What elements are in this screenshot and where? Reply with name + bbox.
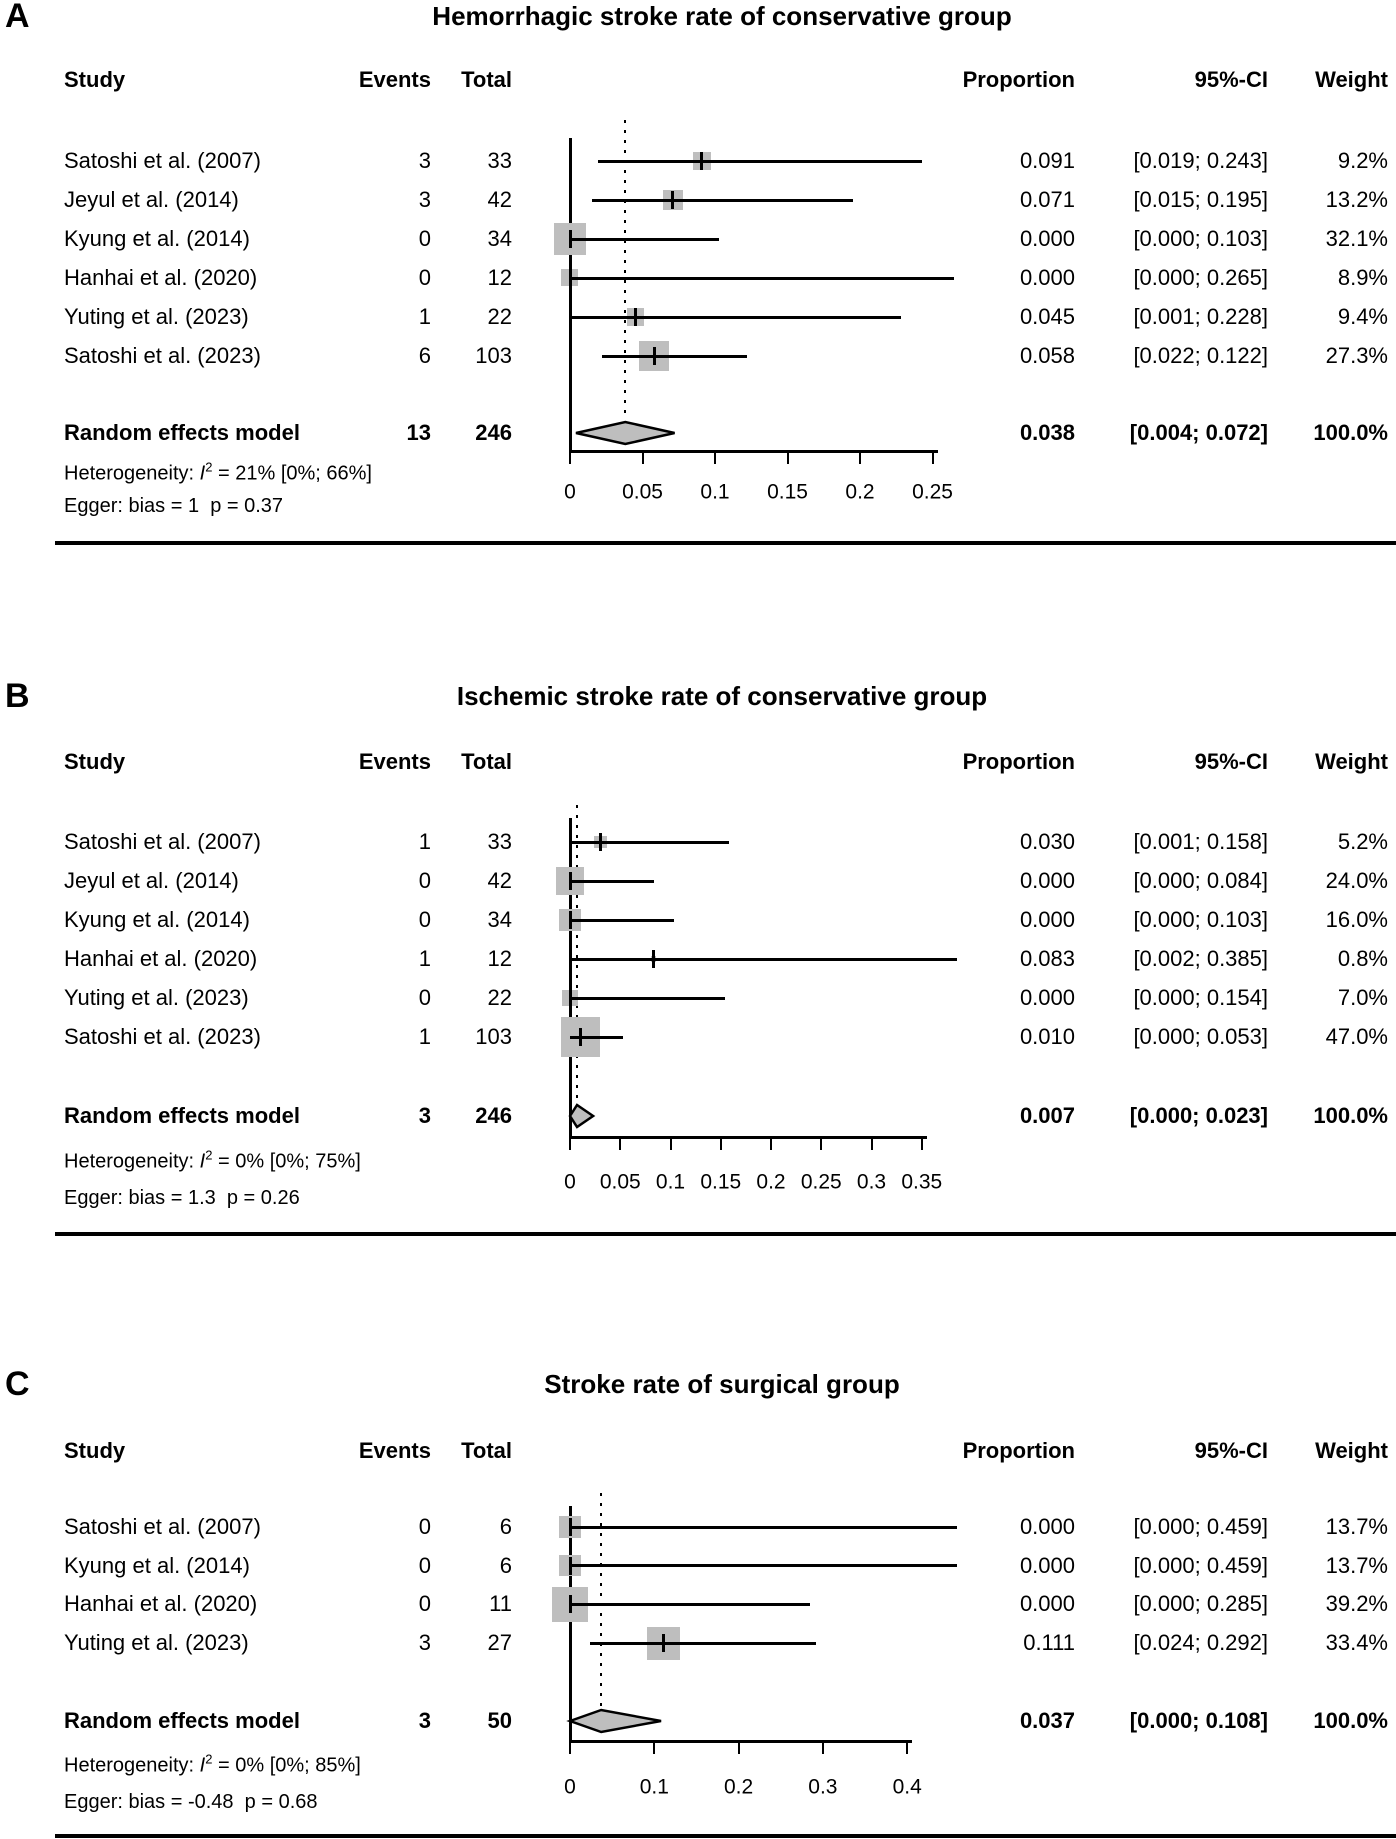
total-value: 34 <box>487 907 512 932</box>
column-header-proportion: Proportion <box>962 67 1075 92</box>
egger-text: Egger: bias = 1 p = 0.37 <box>64 495 284 517</box>
axis-tick <box>871 1139 873 1150</box>
weight-value: 5.2% <box>1337 829 1388 854</box>
weight-value: 7.0% <box>1337 985 1388 1010</box>
ci-line <box>570 1603 810 1606</box>
study-name: Kyung et al. (2014) <box>64 907 250 932</box>
study-name: Hanhai et al. (2020) <box>64 1591 258 1617</box>
point-estimate-tick <box>700 152 703 170</box>
summary-diamond <box>574 420 677 446</box>
ci-line <box>592 199 853 202</box>
proportion-value: 0.000 <box>1019 265 1075 290</box>
separator-line <box>55 1834 1396 1838</box>
proportion-value: 0.000 <box>1019 985 1075 1010</box>
ci-value: [0.000; 0.084] <box>1133 868 1268 893</box>
point-estimate-tick <box>569 989 572 1007</box>
heterogeneity-sup: 2 <box>205 1751 213 1767</box>
pooled-estimate-dotted-line <box>576 805 578 1102</box>
ci-value: [0.022; 0.122] <box>1133 343 1268 368</box>
study-name: Satoshi et al. (2007) <box>64 829 261 854</box>
ci-line <box>570 997 725 1000</box>
events-value: 0 <box>418 868 431 893</box>
total-value: 33 <box>487 829 512 854</box>
point-estimate-tick <box>579 1028 582 1046</box>
events-value: 3 <box>418 1630 431 1656</box>
summary-label: Random effects model <box>64 1708 300 1733</box>
axis-tick <box>787 453 789 464</box>
summary-total: 50 <box>487 1708 512 1733</box>
summary-diamond <box>568 1708 663 1734</box>
total-value: 22 <box>487 304 512 329</box>
axis-tick-label: 0.15 <box>767 480 808 504</box>
summary-proportion: 0.037 <box>1019 1708 1075 1733</box>
total-value: 12 <box>487 265 512 290</box>
heterogeneity-sup: 2 <box>205 459 213 475</box>
total-value: 12 <box>487 946 512 971</box>
study-name: Yuting et al. (2023) <box>64 304 249 329</box>
total-value: 42 <box>487 187 512 212</box>
study-name: Jeyul et al. (2014) <box>64 868 239 893</box>
ci-value: [0.000; 0.459] <box>1133 1552 1268 1578</box>
heterogeneity-sup: 2 <box>205 1147 213 1163</box>
axis-tick-label: 0.2 <box>845 480 875 504</box>
column-header-proportion: Proportion <box>962 1438 1075 1463</box>
events-value: 1 <box>418 304 431 329</box>
point-estimate-tick <box>634 308 637 326</box>
weight-value: 16.0% <box>1325 907 1388 932</box>
ci-line <box>570 238 719 241</box>
proportion-value: 0.071 <box>1019 187 1075 212</box>
point-estimate-tick <box>662 1634 665 1652</box>
column-header-total: Total <box>461 749 512 774</box>
heterogeneity-text <box>64 461 372 484</box>
axis-tick <box>569 1743 571 1754</box>
zero-line <box>569 138 572 453</box>
heterogeneity-prefix: Heterogeneity: <box>64 1754 200 1777</box>
proportion-value: 0.058 <box>1019 343 1075 368</box>
axis-tick-label: 0.05 <box>599 1170 641 1194</box>
study-name: Kyung et al. (2014) <box>64 1552 250 1578</box>
weight-value: 24.0% <box>1325 868 1388 893</box>
summary-events: 13 <box>406 420 431 445</box>
weight-value: 32.1% <box>1325 226 1388 251</box>
ci-value: [0.000; 0.154] <box>1133 985 1268 1010</box>
axis-tick-label: 0 <box>564 1775 576 1799</box>
ci-line <box>602 355 747 358</box>
egger-text: Egger: bias = -0.48 p = 0.68 <box>64 1791 318 1813</box>
study-name: Hanhai et al. (2020) <box>64 946 258 971</box>
study-name: Jeyul et al. (2014) <box>64 187 239 212</box>
summary-ci: [0.004; 0.072] <box>1129 420 1268 445</box>
axis-tick-label: 0.2 <box>723 1775 754 1799</box>
proportion-value: 0.111 <box>1023 1630 1075 1656</box>
proportion-value: 0.000 <box>1019 907 1075 932</box>
column-header-ci: 95%-CI <box>1194 67 1268 92</box>
column-header-events: Events <box>358 749 431 774</box>
ci-line <box>598 160 923 163</box>
study-name: Satoshi et al. (2023) <box>64 1024 261 1049</box>
ci-value: [0.001; 0.158] <box>1133 829 1268 854</box>
weight-value: 39.2% <box>1325 1591 1388 1617</box>
study-name: Hanhai et al. (2020) <box>64 265 258 290</box>
axis-tick-label: 0.05 <box>622 480 663 504</box>
events-value: 0 <box>418 985 431 1010</box>
weight-value: 27.3% <box>1325 343 1388 368</box>
events-value: 0 <box>418 1514 431 1539</box>
column-header-weight: Weight <box>1315 67 1388 92</box>
axis-tick-label: 0.1 <box>639 1775 669 1799</box>
column-header-study: Study <box>64 1438 126 1463</box>
events-value: 3 <box>418 187 431 212</box>
heterogeneity-rest: = 0% [0%; 75%] <box>212 1150 361 1173</box>
axis-tick-label: 0.3 <box>856 1170 887 1194</box>
ci-value: [0.000; 0.103] <box>1133 907 1268 932</box>
point-estimate-tick <box>569 230 572 248</box>
proportion-value: 0.045 <box>1019 304 1075 329</box>
study-name: Satoshi et al. (2023) <box>64 343 261 368</box>
summary-ci: [0.000; 0.108] <box>1129 1708 1268 1733</box>
total-value: 27 <box>487 1630 512 1656</box>
axis-tick-label: 0.3 <box>808 1775 838 1799</box>
heterogeneity-prefix: Heterogeneity: <box>64 462 200 485</box>
panel-label: C <box>5 1365 30 1403</box>
study-name: Yuting et al. (2023) <box>64 985 249 1010</box>
axis-tick-label: 0.35 <box>901 1170 943 1194</box>
column-header-ci: 95%-CI <box>1194 749 1268 774</box>
total-value: 22 <box>487 985 512 1010</box>
summary-weight: 100.0% <box>1313 1103 1388 1128</box>
axis-tick <box>921 1139 923 1150</box>
proportion-value: 0.091 <box>1019 148 1075 173</box>
axis-tick <box>569 453 571 464</box>
ci-value: [0.000; 0.265] <box>1133 265 1268 290</box>
weight-value: 9.2% <box>1337 148 1388 173</box>
proportion-value: 0.000 <box>1019 1591 1075 1617</box>
summary-weight: 100.0% <box>1313 1708 1388 1733</box>
axis-tick-label: 0.25 <box>800 1170 842 1194</box>
axis-tick <box>619 1139 621 1150</box>
axis-tick <box>932 453 934 464</box>
study-name: Satoshi et al. (2007) <box>64 148 261 173</box>
events-value: 3 <box>418 148 431 173</box>
ci-line <box>570 880 654 883</box>
total-value: 11 <box>489 1591 512 1617</box>
weight-value: 0.8% <box>1337 946 1388 971</box>
ci-line <box>570 1526 957 1529</box>
total-value: 34 <box>487 226 512 251</box>
point-estimate-tick <box>569 872 572 890</box>
weight-value: 8.9% <box>1337 265 1388 290</box>
column-header-events: Events <box>358 1438 431 1463</box>
ci-value: [0.024; 0.292] <box>1133 1630 1268 1656</box>
ci-line <box>570 919 674 922</box>
heterogeneity-stat: I <box>199 1150 206 1173</box>
ci-line <box>570 1564 957 1567</box>
ci-line <box>590 1642 816 1645</box>
ci-value: [0.000; 0.103] <box>1133 226 1268 251</box>
ci-value: [0.019; 0.243] <box>1133 148 1268 173</box>
panel-label: A <box>5 0 30 35</box>
axis-tick-label: 0.1 <box>700 480 730 504</box>
summary-proportion: 0.007 <box>1019 1103 1075 1128</box>
column-header-events: Events <box>358 67 431 92</box>
total-value: 6 <box>499 1552 512 1578</box>
egger-text: Egger: bias = 1.3 p = 0.26 <box>64 1187 300 1209</box>
point-estimate-tick <box>652 950 655 968</box>
ci-line <box>571 841 729 844</box>
proportion-value: 0.000 <box>1019 226 1075 251</box>
heterogeneity-rest: = 21% [0%; 66%] <box>212 462 372 485</box>
panel-title: Hemorrhagic stroke rate of conservative group <box>432 1 1012 31</box>
point-estimate-tick <box>569 1518 572 1536</box>
proportion-value: 0.000 <box>1019 868 1075 893</box>
ci-value: [0.015; 0.195] <box>1133 187 1268 212</box>
events-value: 0 <box>418 1552 431 1578</box>
summary-weight: 100.0% <box>1313 420 1388 445</box>
axis-tick-label: 0.2 <box>756 1170 786 1194</box>
summary-diamond <box>568 1103 595 1129</box>
point-estimate-tick <box>569 911 572 929</box>
x-axis <box>569 450 938 453</box>
heterogeneity-rest: = 0% [0%; 85%] <box>212 1754 361 1777</box>
axis-tick <box>906 1743 908 1754</box>
events-value: 1 <box>418 829 431 854</box>
summary-total: 246 <box>475 420 512 445</box>
proportion-value: 0.000 <box>1019 1514 1075 1539</box>
column-header-proportion: Proportion <box>962 749 1075 774</box>
panel-label: B <box>5 677 30 715</box>
weight-value: 47.0% <box>1325 1024 1388 1049</box>
proportion-value: 0.000 <box>1019 1552 1075 1578</box>
axis-tick <box>569 1139 571 1150</box>
ci-line <box>572 958 957 961</box>
summary-label: Random effects model <box>64 420 300 445</box>
study-name: Kyung et al. (2014) <box>64 226 250 251</box>
column-header-study: Study <box>64 749 126 774</box>
weight-value: 13.7% <box>1325 1552 1388 1578</box>
ci-value: [0.000; 0.459] <box>1133 1514 1268 1539</box>
column-header-total: Total <box>461 67 512 92</box>
axis-tick-label: 0.4 <box>892 1775 922 1799</box>
point-estimate-tick <box>569 269 572 287</box>
column-header-study: Study <box>64 67 126 92</box>
total-value: 33 <box>487 148 512 173</box>
total-value: 103 <box>475 1024 512 1049</box>
axis-tick <box>820 1139 822 1150</box>
heterogeneity-stat: I <box>199 1754 206 1777</box>
study-name: Yuting et al. (2023) <box>64 1630 249 1656</box>
events-value: 1 <box>418 946 431 971</box>
separator-line <box>55 1232 1396 1236</box>
axis-tick-label: 0 <box>564 480 576 504</box>
ci-value: [0.001; 0.228] <box>1133 304 1268 329</box>
total-value: 6 <box>499 1514 512 1539</box>
axis-tick <box>720 1139 722 1150</box>
ci-line <box>571 316 900 319</box>
column-header-ci: 95%-CI <box>1194 1438 1268 1463</box>
summary-ci: [0.000; 0.023] <box>1129 1103 1268 1128</box>
heterogeneity-stat: I <box>199 462 206 485</box>
x-axis <box>569 1740 912 1743</box>
column-header-weight: Weight <box>1315 749 1388 774</box>
summary-label: Random effects model <box>64 1103 300 1128</box>
axis-tick <box>670 1139 672 1150</box>
axis-tick <box>822 1743 824 1754</box>
column-header-total: Total <box>461 1438 512 1463</box>
ci-value: [0.002; 0.385] <box>1133 946 1268 971</box>
summary-events: 3 <box>418 1103 431 1128</box>
panel-title: Ischemic stroke rate of conservative group <box>456 681 988 711</box>
summary-proportion: 0.038 <box>1019 420 1075 445</box>
summary-events: 3 <box>418 1708 431 1733</box>
column-header-weight: Weight <box>1315 1438 1388 1463</box>
axis-tick <box>859 453 861 464</box>
point-estimate-tick <box>671 191 674 209</box>
axis-tick-label: 0.15 <box>700 1170 742 1194</box>
axis-tick <box>653 1743 655 1754</box>
total-value: 103 <box>475 343 512 368</box>
axis-tick-label: 0.1 <box>655 1170 686 1194</box>
proportion-value: 0.083 <box>1019 946 1075 971</box>
ci-line <box>570 277 954 280</box>
axis-tick <box>770 1139 772 1150</box>
weight-value: 9.4% <box>1337 304 1388 329</box>
axis-tick <box>642 453 644 464</box>
events-value: 1 <box>418 1024 431 1049</box>
weight-value: 33.4% <box>1325 1630 1388 1656</box>
panel-title: Stroke rate of surgical group <box>544 1369 900 1399</box>
ci-value: [0.000; 0.285] <box>1133 1591 1268 1617</box>
axis-tick-label: 0 <box>564 1170 576 1194</box>
point-estimate-tick <box>653 347 656 365</box>
heterogeneity-text <box>64 1149 361 1172</box>
axis-tick <box>714 453 716 464</box>
ci-value: [0.000; 0.053] <box>1133 1024 1268 1049</box>
summary-total: 246 <box>475 1103 512 1128</box>
point-estimate-tick <box>569 1557 572 1575</box>
point-estimate-tick <box>569 1595 572 1613</box>
events-value: 6 <box>418 343 431 368</box>
events-value: 0 <box>418 265 431 290</box>
heterogeneity-prefix: Heterogeneity: <box>64 1150 200 1173</box>
point-estimate-tick <box>599 833 602 851</box>
events-value: 0 <box>418 907 431 932</box>
weight-value: 13.2% <box>1325 187 1388 212</box>
pooled-estimate-dotted-line <box>624 120 626 419</box>
proportion-value: 0.010 <box>1019 1024 1075 1049</box>
weight-value: 13.7% <box>1325 1514 1388 1539</box>
axis-tick <box>738 1743 740 1754</box>
events-value: 0 <box>418 226 431 251</box>
study-name: Satoshi et al. (2007) <box>64 1514 261 1539</box>
x-axis <box>569 1136 927 1139</box>
total-value: 42 <box>487 868 512 893</box>
events-value: 0 <box>418 1591 431 1617</box>
proportion-value: 0.030 <box>1019 829 1075 854</box>
heterogeneity-text <box>64 1753 361 1776</box>
axis-tick-label: 0.25 <box>912 480 953 504</box>
separator-line <box>55 541 1396 545</box>
